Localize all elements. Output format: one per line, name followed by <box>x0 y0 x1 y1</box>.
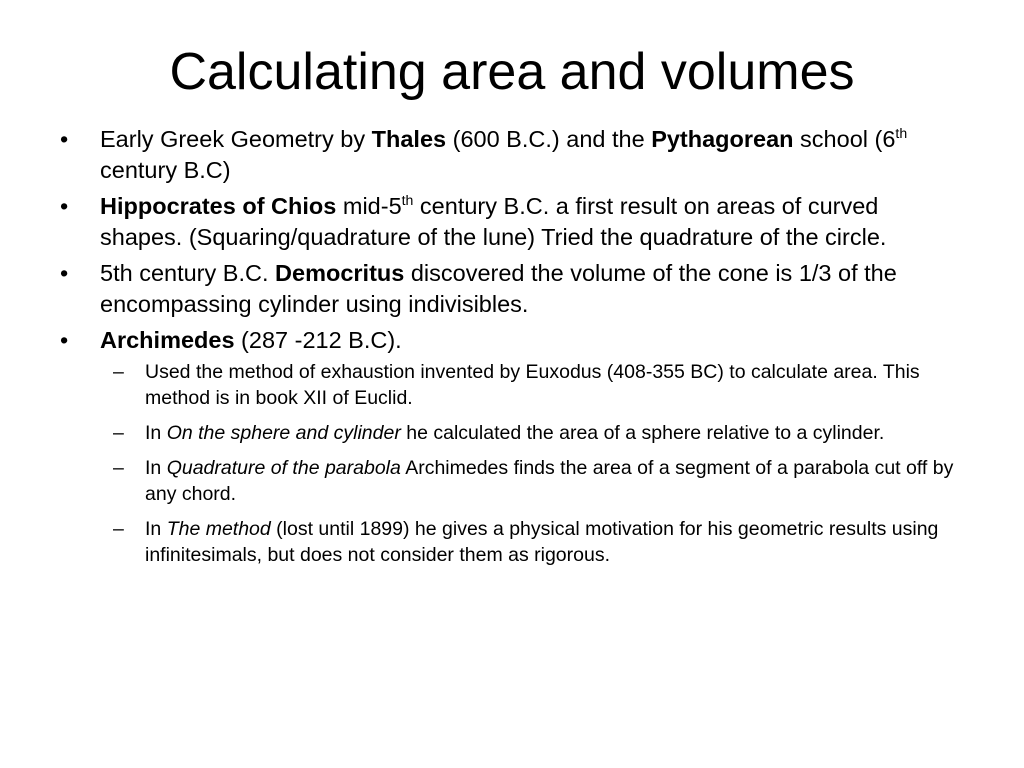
sub-item-exhaustion <box>100 359 960 411</box>
bullet-text: century B.C. a first result on areas of curved shapes. (Squaring/quadrature of the lune) Tried the quadrature of the circle. <box>100 193 887 250</box>
sub-item-text: Archimedes finds the area of a segment of a parabola cut off by any chord. <box>145 457 954 505</box>
bullet-marker: • <box>60 327 69 353</box>
italic-work-title: Quadrature of the parabola <box>166 457 401 479</box>
sub-item-text: In <box>145 518 167 540</box>
dash-marker: – <box>113 422 124 444</box>
slide-title: Calculating area and volumes <box>169 43 855 101</box>
bullet-text: (287 -212 B.C). <box>234 327 402 353</box>
sub-item-text: Used the method of exhaustion invented by Euxodus (408-355 BC) to calculate area. This method is in book XII of Euclid. <box>145 361 920 409</box>
bullet-item-democritus <box>60 258 960 320</box>
sub-item-the-method <box>100 516 960 568</box>
bullet-text: Early Greek Geometry by <box>100 126 372 152</box>
bullet-text: school (6 <box>793 126 896 152</box>
sub-item-text: he calculated the area of a sphere relative to a cylinder. <box>400 422 885 444</box>
bullet-marker: • <box>60 193 69 219</box>
bullet-text: century B.C) <box>100 157 231 183</box>
superscript-th: th <box>895 125 908 142</box>
italic-work-title: On the sphere and cylinder <box>166 422 401 444</box>
bold-name-pythagorean: Pythagorean <box>651 126 794 152</box>
sub-item-sphere-cylinder <box>100 420 960 446</box>
bullet-text: 5th century B.C. <box>100 260 276 286</box>
italic-work-title: The method <box>166 518 271 540</box>
superscript-th: th <box>401 192 414 209</box>
sub-item-text: (lost until 1899) he gives a physical motivation for his geometric results using infinitesimals, but does not consider them as rigorous. <box>145 518 939 566</box>
bold-name-thales: Thales <box>371 126 447 152</box>
bullet-list <box>60 124 960 577</box>
bullet-text: (600 B.C.) and the <box>446 126 652 152</box>
bold-name-archimedes: Archimedes <box>100 327 235 353</box>
dash-marker: – <box>113 361 124 383</box>
bullet-text: discovered the volume of the cone is 1/3 of the encompassing cylinder using indivisibles. <box>100 260 897 317</box>
sub-bullet-list <box>100 359 960 568</box>
bullet-marker: • <box>60 260 69 286</box>
dash-marker: – <box>113 518 124 540</box>
bullet-marker: • <box>60 126 69 152</box>
sub-item-parabola <box>100 455 960 507</box>
bullet-item-hippocrates <box>60 191 960 253</box>
bullet-item-thales <box>60 124 960 186</box>
bold-name-democritus: Democritus <box>275 260 405 286</box>
sub-item-text: In <box>145 422 167 444</box>
sub-item-text: In <box>145 457 167 479</box>
bullet-text: mid-5 <box>336 193 402 219</box>
dash-marker: – <box>113 457 124 479</box>
bold-name-hippocrates: Hippocrates of Chios <box>100 193 337 219</box>
bullet-item-archimedes <box>60 325 960 568</box>
